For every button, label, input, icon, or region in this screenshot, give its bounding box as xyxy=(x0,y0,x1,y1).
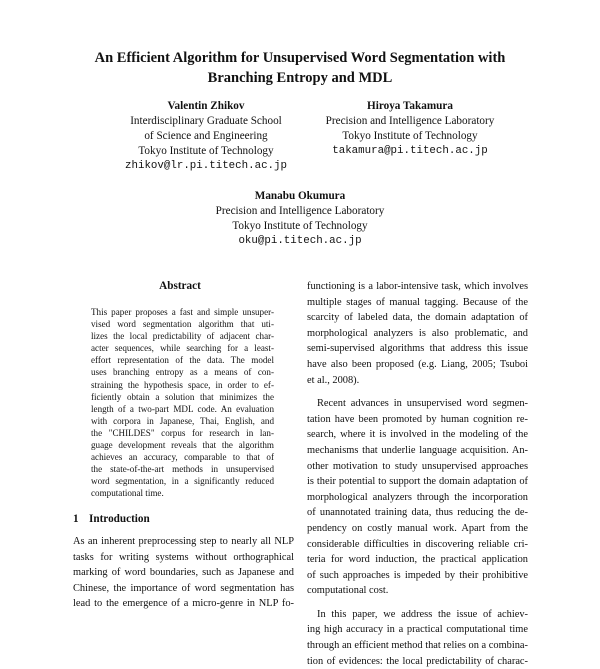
text-line: have also been proposed (e.g. Liang, 2005; Tsuboi xyxy=(307,358,528,370)
text-line: computational time. xyxy=(91,488,164,499)
text-line: achieves an accuracy, comparable to that of xyxy=(91,452,274,463)
text-line: Chinese, the importance of word segmentation has xyxy=(73,582,294,594)
text-line: straining the hypothesis space, in order to ef- xyxy=(91,379,274,390)
right-column-text xyxy=(307,279,528,669)
text-line: of such approaches is impeded by their prohibitive xyxy=(307,569,528,581)
author-name: Hiroya Takamura xyxy=(367,100,453,112)
author-block-zhikov xyxy=(96,99,316,174)
author-affiliation-line: Precision and Intelligence Laboratory xyxy=(215,205,385,217)
text-line: tasks for writing systems without orthographical xyxy=(73,551,294,563)
text-line: with corpora in Japanese, Thai, English, and xyxy=(91,415,274,426)
text-line: lead to the emergence of a micro-genre in NLP fo- xyxy=(73,598,294,610)
text-line: scarcity of labeled data, the domain adaptation of xyxy=(307,312,528,324)
text-line: semi-supervised algorithms that address this issue xyxy=(307,343,528,355)
title-line-1: An Efficient Algorithm for Unsupervised Word Segmentation with xyxy=(94,50,506,66)
section-heading-introduction xyxy=(73,513,150,525)
text-line: through an efficient method that relies on a combina- xyxy=(307,640,528,652)
text-line: length of a two-part MDL code. An evaluation xyxy=(91,403,274,414)
author-affiliation-line: Interdisciplinary Graduate School xyxy=(130,115,282,127)
author-email: takamura@pi.titech.ac.jp xyxy=(332,145,488,157)
text-line: search, where it is involved in the modeling of the xyxy=(307,429,528,441)
author-affiliation-line: Precision and Intelligence Laboratory xyxy=(325,115,495,127)
text-line: morphological analyzers through the incorporation xyxy=(307,491,528,503)
text-line: pendency on costly manual work. Apart from the xyxy=(307,522,528,534)
section-title: Introduction xyxy=(89,513,150,525)
author-affiliation-line: Tokyo Institute of Technology xyxy=(232,220,368,232)
text-line: vised word segmentation algorithm that uti- xyxy=(91,319,274,330)
author-block-takamura xyxy=(290,99,530,159)
text-line: lizes the local predictability of adjacent char- xyxy=(91,331,274,342)
author-block-okumura xyxy=(180,189,420,249)
text-line: morphological analyzers is also problematic, and xyxy=(307,327,528,339)
text-line: teria for word induction, the practical application xyxy=(307,554,528,566)
text-line: ing high accuracy in a practical computational time xyxy=(307,624,528,636)
abstract-heading: Abstract xyxy=(159,280,201,292)
paragraph-gap xyxy=(307,388,528,396)
text-line: effort representation of the data. The model xyxy=(91,355,274,366)
text-line: is their potential to support the domain adaptation of xyxy=(307,476,528,488)
author-affiliation-line: Tokyo Institute of Technology xyxy=(342,130,478,142)
text-line: multiple stages of manual tagging. Because of the xyxy=(307,296,528,308)
text-line: As an inherent preprocessing step to nearly all NLP xyxy=(73,536,294,547)
text-line: considerable difficulties in discovering reliable cri- xyxy=(307,538,528,550)
author-affiliation-line: Tokyo Institute of Technology xyxy=(138,145,274,157)
text-line: In this paper, we address the issue of achiev- xyxy=(317,608,528,620)
author-name: Manabu Okumura xyxy=(254,190,346,202)
text-line: word segmentation, in a significantly reduced xyxy=(91,476,274,487)
text-line: mechanisms that underlie language acquisition. An- xyxy=(307,444,528,456)
text-line: other motivation to study unsupervised approaches xyxy=(307,460,528,472)
paper-title xyxy=(60,48,540,88)
text-line: computational cost. xyxy=(307,585,389,597)
title-line-2: Branching Entropy and MDL xyxy=(207,70,393,86)
introduction-text xyxy=(73,534,294,612)
author-email: zhikov@lr.pi.titech.ac.jp xyxy=(125,160,287,172)
text-line: tation have been promoted by human cognition re- xyxy=(307,413,528,425)
text-line: et al., 2008). xyxy=(307,374,360,386)
text-line: marking of word boundaries, such as Japanese and xyxy=(73,567,294,579)
author-email: oku@pi.titech.ac.jp xyxy=(238,235,362,247)
text-line: tion of evidences: the local predictability of charac- xyxy=(307,655,528,667)
paragraph-gap xyxy=(307,599,528,607)
author-affiliation-line: of Science and Engineering xyxy=(144,130,268,142)
text-line: guage development reveals that the algorithm xyxy=(91,440,274,451)
text-line: Recent advances in unsupervised word segmen- xyxy=(317,398,528,410)
section-number: 1 xyxy=(73,513,79,525)
text-line: the "CHILDES" corpus for research in lan- xyxy=(91,427,274,438)
text-line: functioning is a labor-intensive task, which involves xyxy=(307,281,528,292)
abstract-text xyxy=(91,306,274,500)
text-line: uses branching entropy as a means of con- xyxy=(91,367,274,378)
text-line: ficiently obtain a solution that minimizes the xyxy=(91,391,274,402)
author-name: Valentin Zhikov xyxy=(167,100,245,112)
text-line: the state-of-the-art methods in unsupervised xyxy=(91,464,274,475)
text-line: This paper proposes a fast and simple unsuper- xyxy=(91,307,274,317)
text-line: acter sequences, while searching for a least- xyxy=(91,343,274,354)
text-line: of unannotated training data, thus reducing the de- xyxy=(307,507,528,519)
